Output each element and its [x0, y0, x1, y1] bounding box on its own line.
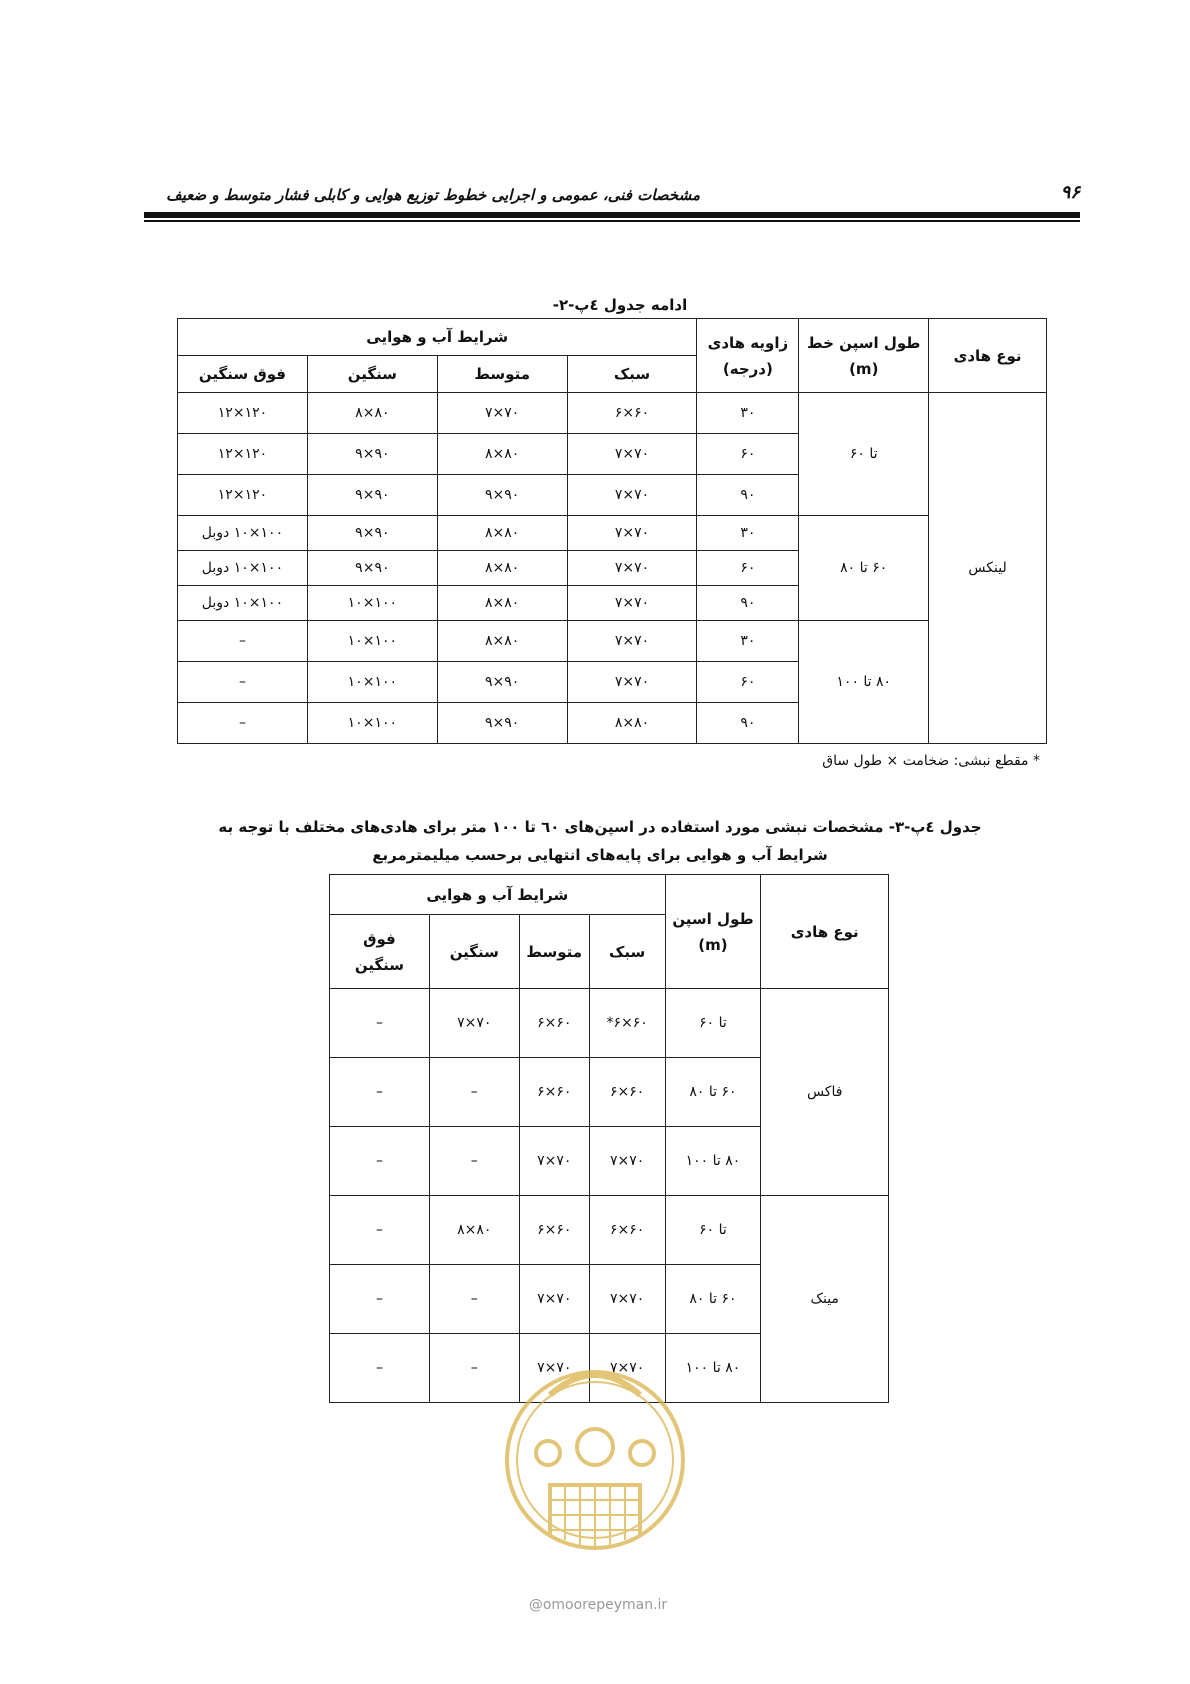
t1-extra: ۱۰۰×۱۰ دوبل: [178, 516, 308, 551]
t2-heavy: ۷۰×۷: [429, 989, 519, 1058]
t1-angle: ۳۰: [697, 621, 799, 662]
t1-header-span: [799, 319, 929, 393]
t1-angle: ۳۰: [697, 516, 799, 551]
table-row: [178, 621, 1047, 662]
t1-light: ۶۰×۶: [567, 393, 697, 434]
t2-heavy: –: [429, 1334, 519, 1403]
page-number: ۹۶: [1060, 182, 1080, 203]
t1-medium: ۸۰×۸: [437, 551, 567, 586]
t1-header-angle: [697, 319, 799, 393]
t2-header-span-unit: (m): [698, 935, 728, 954]
t1-extra: ۱۲۰×۱۲: [178, 434, 308, 475]
t2-medium: ۷۰×۷: [519, 1334, 589, 1403]
t2-span: تا ۶۰: [665, 989, 761, 1058]
t1-header-angle-unit: (درجه): [722, 359, 773, 378]
t2-medium: ۷۰×۷: [519, 1265, 589, 1334]
table2: [329, 874, 889, 1403]
t1-extra: –: [178, 703, 308, 744]
t2-span: تا ۶۰: [665, 1196, 761, 1265]
t2-header-extra-heavy-2: سنگین: [354, 955, 405, 974]
t1-header-angle-label: زاویه هادی: [707, 333, 789, 352]
t1-extra: ۱۰۰×۱۰ دوبل: [178, 586, 308, 621]
t2-header-extra-heavy: [330, 915, 430, 989]
t1-medium: ۸۰×۸: [437, 434, 567, 475]
header-rule-thick: [144, 212, 1080, 218]
t1-heavy: ۹۰×۹: [307, 434, 437, 475]
t1-angle: ۶۰: [697, 551, 799, 586]
t2-extra: –: [330, 1058, 430, 1127]
t2-light: ۷۰×۷: [589, 1334, 665, 1403]
t1-medium: ۷۰×۷: [437, 393, 567, 434]
t2-span: ۸۰ تا ۱۰۰: [665, 1127, 761, 1196]
t2-header-span-label: طول اسپن: [672, 909, 754, 928]
t1-light: ۷۰×۷: [567, 434, 697, 475]
t2-header-light: سبک: [589, 915, 665, 989]
t1-light: ۷۰×۷: [567, 586, 697, 621]
t1-angle: ۹۰: [697, 703, 799, 744]
t1-light: ۷۰×۷: [567, 662, 697, 703]
t1-heavy: ۱۰۰×۱۰: [307, 703, 437, 744]
t2-light: ۷۰×۷: [589, 1127, 665, 1196]
t1-angle: ۶۰: [697, 662, 799, 703]
t1-medium: ۹۰×۹: [437, 703, 567, 744]
t1-medium: ۹۰×۹: [437, 662, 567, 703]
t2-heavy: –: [429, 1265, 519, 1334]
t1-extra: ۱۰۰×۱۰ دوبل: [178, 551, 308, 586]
t1-extra: ۱۲۰×۱۲: [178, 475, 308, 516]
t1-header-medium: متوسط: [437, 356, 567, 393]
t1-extra: –: [178, 621, 308, 662]
table2-caption-line1: جدول ٤پ-٣- مشخصات نبشی مورد استفاده در اسپن‌های ٦٠ تا ١٠٠ متر برای هادی‌های مختلف با توجه به: [218, 818, 982, 836]
t2-header-extra-heavy-1: فوق: [363, 929, 396, 948]
t1-header-type: نوع هادی: [929, 319, 1047, 393]
t1-medium: ۹۰×۹: [437, 475, 567, 516]
table-row: [178, 393, 1047, 434]
t1-heavy: ۹۰×۹: [307, 475, 437, 516]
table2-caption-line2: شرایط آب و هوایی برای پایه‌های انتهایی برحسب میلیمترمربع: [372, 846, 828, 864]
t2-header-span: [665, 875, 761, 989]
t1-angle: ۹۰: [697, 475, 799, 516]
t1-heavy: ۱۰۰×۱۰: [307, 586, 437, 621]
t1-light: ۸۰×۸: [567, 703, 697, 744]
t2-extra: –: [330, 1265, 430, 1334]
table-row: [330, 989, 889, 1058]
table-row: [178, 516, 1047, 551]
t2-medium: ۶۰×۶: [519, 989, 589, 1058]
t2-extra: –: [330, 1196, 430, 1265]
table-row: [330, 1196, 889, 1265]
t1-angle: ۹۰: [697, 586, 799, 621]
t2-conductor: مینک: [761, 1196, 889, 1403]
t2-medium: ۶۰×۶: [519, 1196, 589, 1265]
t1-span: ۸۰ تا ۱۰۰: [799, 621, 929, 744]
t1-medium: ۸۰×۸: [437, 621, 567, 662]
t1-light: ۷۰×۷: [567, 621, 697, 662]
t2-header-medium: متوسط: [519, 915, 589, 989]
t1-angle: ۶۰: [697, 434, 799, 475]
t2-extra: –: [330, 1127, 430, 1196]
header-rule-thin: [144, 220, 1080, 222]
t1-heavy: ۹۰×۹: [307, 551, 437, 586]
t2-heavy: –: [429, 1058, 519, 1127]
t2-span: ۸۰ تا ۱۰۰: [665, 1334, 761, 1403]
t2-header-type: نوع هادی: [761, 875, 889, 989]
t2-medium: ۶۰×۶: [519, 1058, 589, 1127]
t2-heavy: –: [429, 1127, 519, 1196]
t2-medium: ۷۰×۷: [519, 1127, 589, 1196]
t1-header-extra-heavy: فوق سنگین: [178, 356, 308, 393]
t2-extra: –: [330, 989, 430, 1058]
t2-heavy: ۸۰×۸: [429, 1196, 519, 1265]
t1-span: تا ۶۰: [799, 393, 929, 516]
t1-conductor: لینکس: [929, 393, 1047, 744]
t1-heavy: ۱۰۰×۱۰: [307, 662, 437, 703]
t1-medium: ۸۰×۸: [437, 586, 567, 621]
t2-light: ۶۰×۶*: [589, 989, 665, 1058]
t1-heavy: ۸۰×۸: [307, 393, 437, 434]
table1: [177, 318, 1047, 744]
t1-heavy: ۱۰۰×۱۰: [307, 621, 437, 662]
t1-header-weather: شرایط آب و هوایی: [178, 319, 697, 356]
t1-header-span-label: طول اسپن خط: [807, 333, 921, 352]
t2-light: ۶۰×۶: [589, 1196, 665, 1265]
t2-span: ۶۰ تا ۸۰: [665, 1265, 761, 1334]
t1-heavy: ۹۰×۹: [307, 516, 437, 551]
watermark-url: @omoorepeyman.ir: [528, 1597, 668, 1613]
t2-header-weather: شرایط آب و هوایی: [330, 875, 666, 915]
t2-conductor: فاکس: [761, 989, 889, 1196]
t1-light: ۷۰×۷: [567, 475, 697, 516]
t1-extra: –: [178, 662, 308, 703]
t2-header-heavy: سنگین: [429, 915, 519, 989]
t1-header-light: سبک: [567, 356, 697, 393]
t1-extra: ۱۲۰×۱۲: [178, 393, 308, 434]
t2-light: ۷۰×۷: [589, 1265, 665, 1334]
t1-header-span-unit: (m): [849, 359, 879, 378]
t1-angle: ۳۰: [697, 393, 799, 434]
t1-medium: ۸۰×۸: [437, 516, 567, 551]
running-title: مشخصات فنی، عمومی و اجرایی خطوط توزیع هوایی و کابلی فشار متوسط و ضعیف: [166, 186, 700, 204]
t1-light: ۷۰×۷: [567, 516, 697, 551]
t2-extra: –: [330, 1334, 430, 1403]
table1-footnote: * مقطع نبشی: ضخامت × طول ساق: [822, 753, 1040, 769]
t2-span: ۶۰ تا ۸۰: [665, 1058, 761, 1127]
watermark-stamp-icon: [490, 1335, 700, 1585]
t1-span: ۶۰ تا ۸۰: [799, 516, 929, 621]
t2-light: ۶۰×۶: [589, 1058, 665, 1127]
t1-light: ۷۰×۷: [567, 551, 697, 586]
t1-header-heavy: سنگین: [307, 356, 437, 393]
table1-caption: ادامه جدول ٤پ-٢-: [552, 296, 688, 314]
